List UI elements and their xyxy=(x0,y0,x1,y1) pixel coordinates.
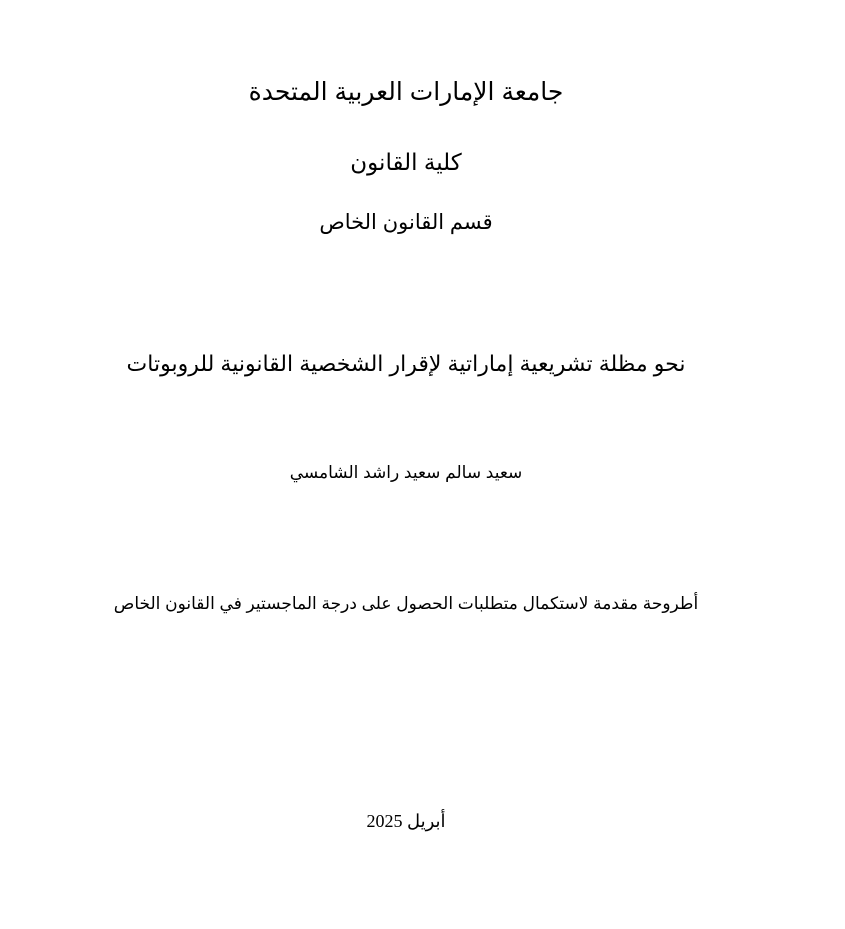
thesis-title: نحو مظلة تشريعية إماراتية لإقرار الشخصية القانونية للروبوتات xyxy=(126,351,686,376)
university-name: جامعة الإمارات العربية المتحدة xyxy=(248,78,564,106)
submission-date: أبريل 2025 xyxy=(366,811,446,831)
department-name: قسم القانون الخاص xyxy=(319,211,493,234)
author-name: سعيد سالم سعيد راشد الشامسي xyxy=(289,463,523,482)
thesis-submission-note: أطروحة مقدمة لاستكمال متطلبات الحصول على درجة الماجستير في القانون الخاص xyxy=(113,594,699,613)
college-name: كلية القانون xyxy=(350,149,462,175)
